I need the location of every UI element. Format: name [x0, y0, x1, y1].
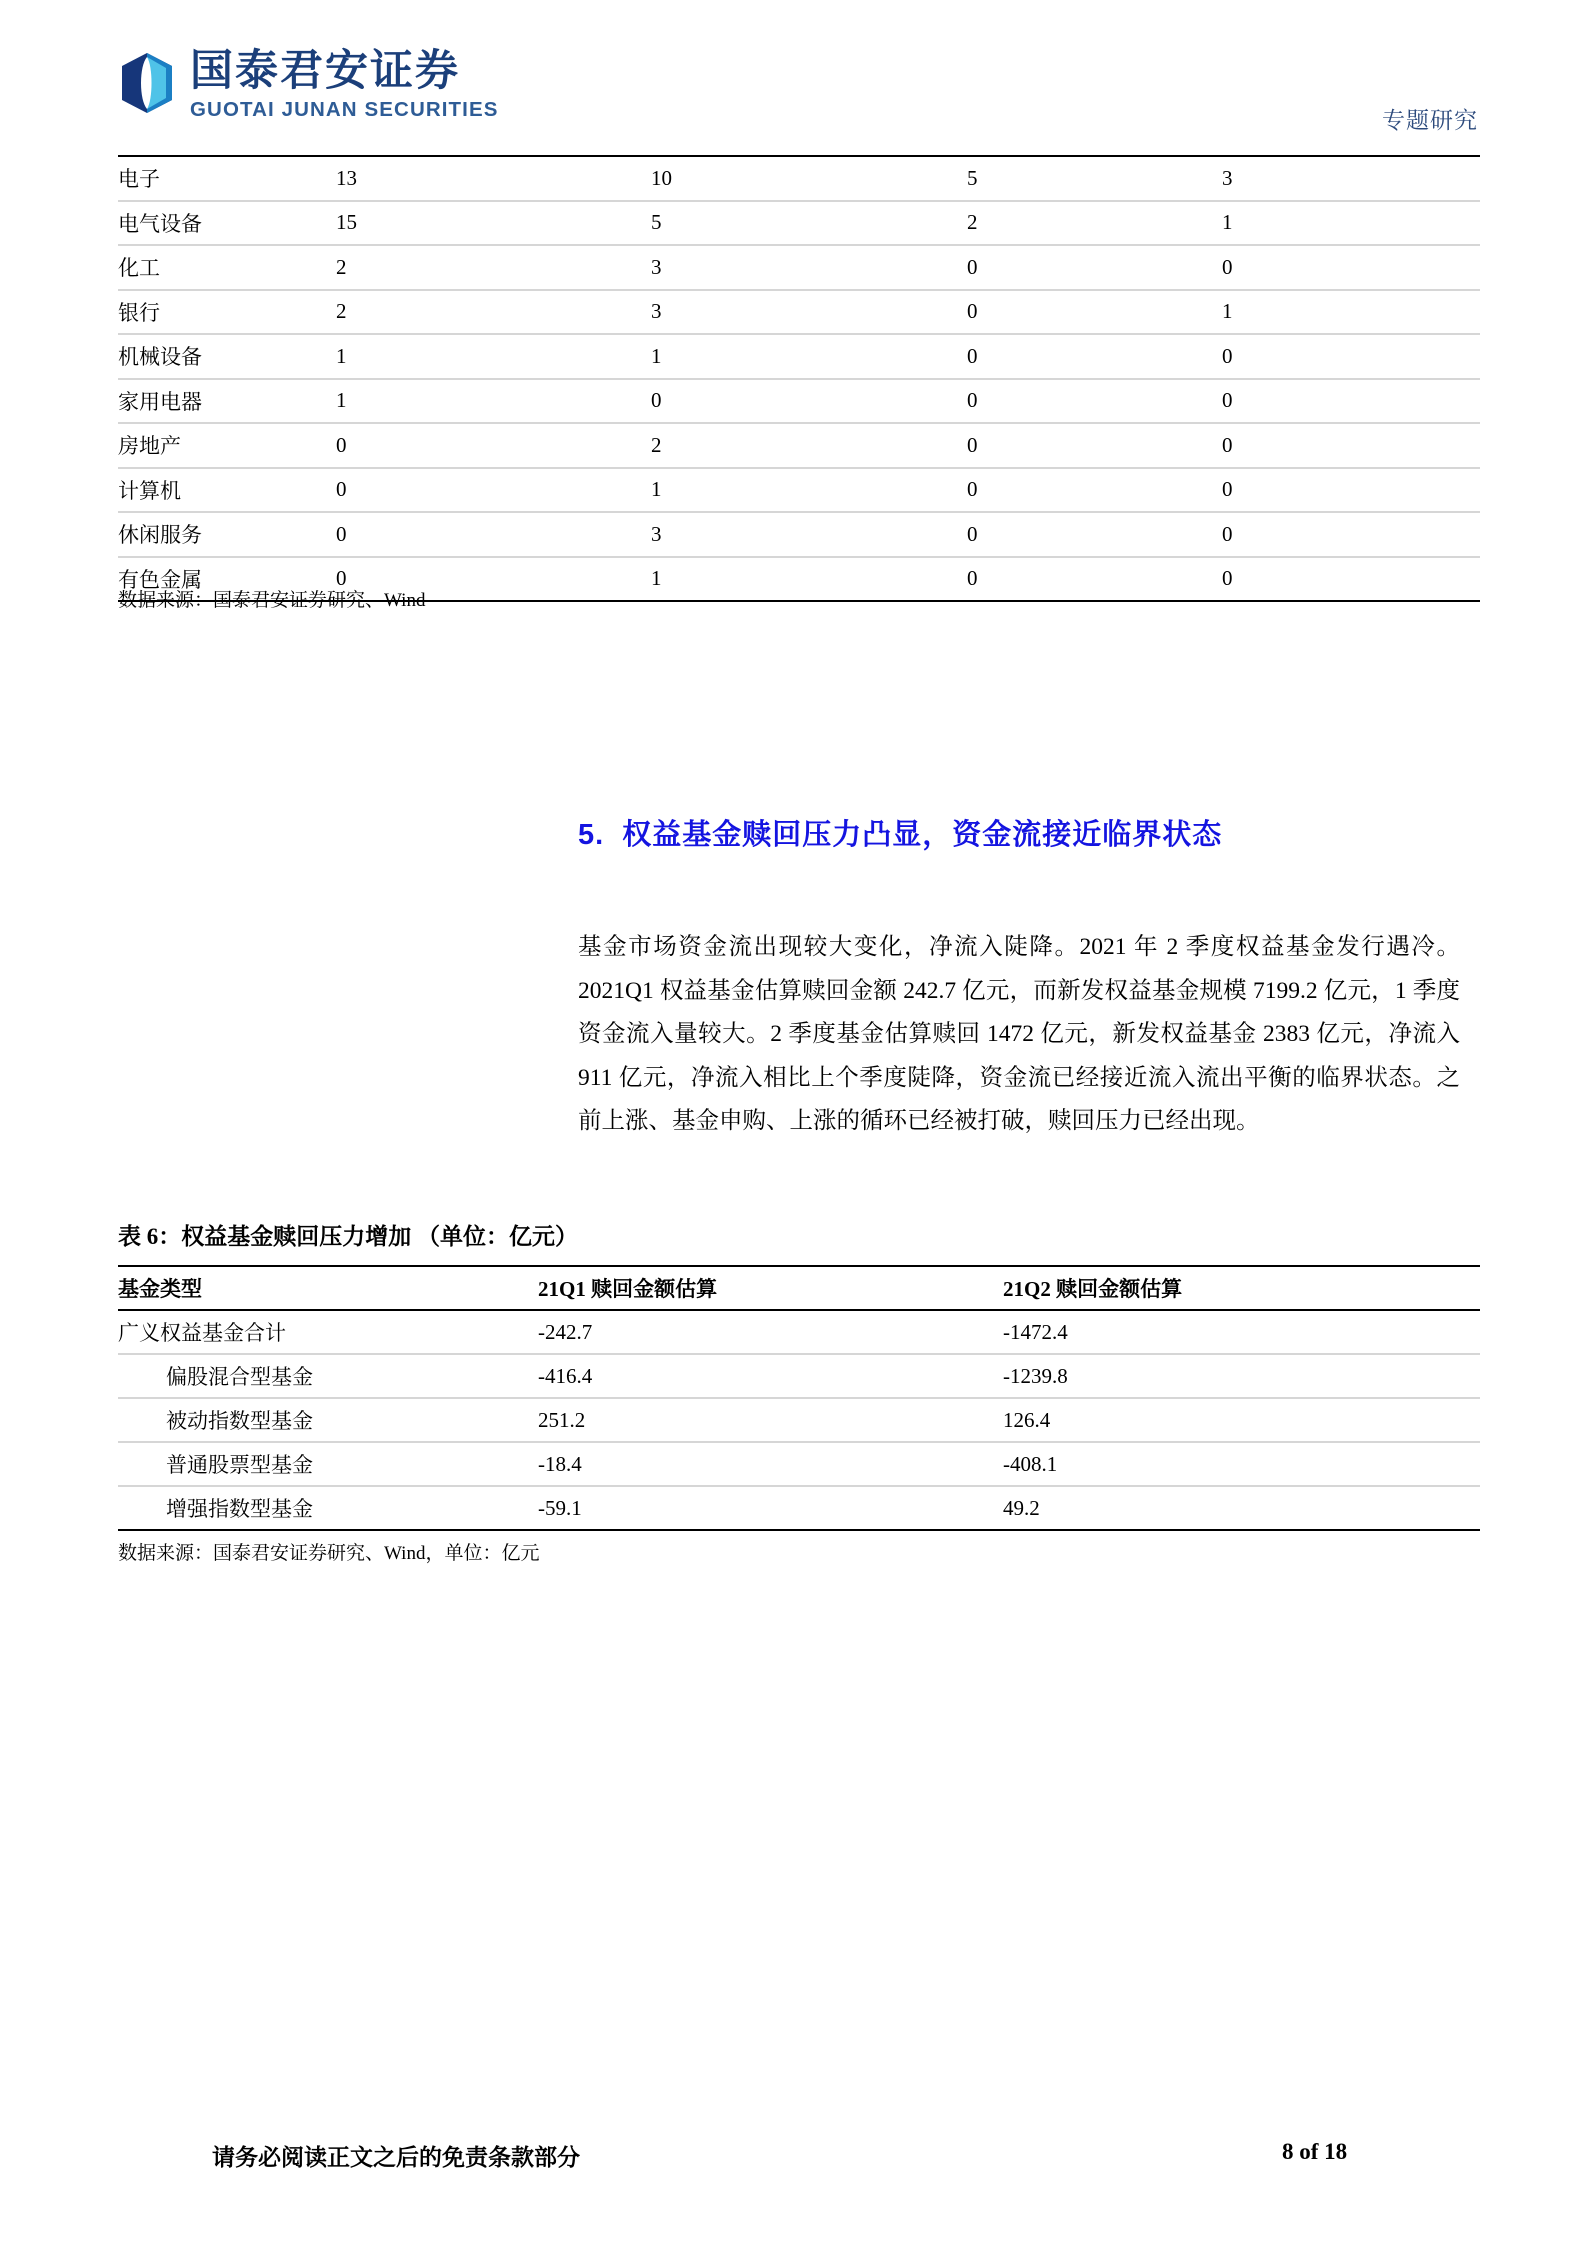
fund-redemption-table-head: [118, 1266, 1480, 1310]
row-label: 电子: [118, 167, 160, 192]
company-logo: [118, 47, 499, 122]
table-row: [118, 334, 1480, 379]
row-value-2: 3: [651, 521, 662, 546]
table-row: [118, 290, 1480, 335]
row-label: 增强指数型基金: [166, 1497, 313, 1521]
page-header: [118, 40, 1478, 133]
column-header-q2: 21Q2 赎回金额估算: [1003, 1277, 1183, 1301]
table-row: [118, 1398, 1480, 1442]
row-value-q1: 251.2: [538, 1407, 586, 1432]
row-value-2: 1: [651, 566, 662, 591]
row-value-1: 2: [336, 299, 347, 324]
row-value-q1: -242.7: [538, 1319, 593, 1344]
table-row: [118, 1310, 1480, 1354]
table-row: [118, 423, 1480, 468]
row-value-1: 13: [336, 165, 357, 190]
row-label: 被动指数型基金: [166, 1409, 313, 1433]
industry-table-source-note: 数据来源：国泰君安证券研究、Wind: [118, 590, 426, 611]
table6-caption: 表 6：权益基金赎回压力增加 （单位：亿元）: [118, 1224, 578, 1249]
table-header-row: [118, 1266, 1480, 1310]
row-value-2: 2: [651, 432, 662, 457]
row-value-3: 0: [967, 254, 978, 279]
row-label: 有色金属: [118, 567, 202, 592]
column-header-q1: 21Q1 赎回金额估算: [538, 1277, 718, 1301]
industry-count-table: [118, 155, 1480, 602]
section-number: 5.: [578, 819, 605, 851]
fund-redemption-table: [118, 1265, 1480, 1531]
row-value-4: 0: [1222, 521, 1233, 546]
table-row: [118, 1442, 1480, 1486]
section-paragraph: 基金市场资金流出现较大变化，净流入陡降。2021 年 2 季度权益基金发行遇冷。2021Q1 权益基金估算赎回金额 242.7 亿元，而新发权益基金规模 7199.2 亿元，1 季度资金流入量较大。2 季度基金估算赎回 1472 亿元，新发权益基金 2383 亿元，净流入 911 亿元，净流入相比上个季度陡降，资金流已经接近流入流出平衡的临界状态。之前上涨、基金申购、上涨的循环已经被打破，赎回压力已经出现。: [578, 934, 1460, 1134]
row-value-4: 0: [1222, 566, 1233, 591]
row-value-3: 0: [967, 477, 978, 502]
row-value-q1: -416.4: [538, 1363, 593, 1388]
row-value-q2: 126.4: [1003, 1407, 1051, 1432]
row-value-3: 0: [967, 343, 978, 368]
row-value-1: 0: [336, 566, 347, 591]
row-value-4: 0: [1222, 254, 1233, 279]
row-value-2: 1: [651, 477, 662, 502]
row-label: 化工: [118, 256, 160, 281]
fund-redemption-table-body: [118, 1310, 1480, 1530]
column-header-fund-type: 基金类型: [118, 1277, 202, 1301]
row-label: 普通股票型基金: [166, 1453, 313, 1477]
row-value-q2: -408.1: [1003, 1451, 1058, 1476]
row-value-q2: -1239.8: [1003, 1363, 1068, 1388]
table6-source-note: 数据来源：国泰君安证券研究、Wind，单位：亿元: [118, 1543, 540, 1564]
row-value-3: 2: [967, 210, 978, 235]
row-label: 偏股混合型基金: [166, 1365, 313, 1389]
industry-count-table-body: [118, 156, 1480, 601]
footer-page-number: 8 of 18: [1282, 2139, 1348, 2164]
table-row: [118, 245, 1480, 290]
row-label: 计算机: [118, 478, 181, 503]
row-value-1: 1: [336, 343, 347, 368]
row-value-2: 5: [651, 210, 662, 235]
row-value-2: 3: [651, 299, 662, 324]
row-label: 房地产: [118, 434, 181, 459]
row-value-3: 0: [967, 432, 978, 457]
row-value-1: 15: [336, 210, 357, 235]
table-row: [118, 512, 1480, 557]
section-heading: [578, 812, 1222, 853]
row-value-1: 0: [336, 432, 347, 457]
table-row: [118, 1354, 1480, 1398]
guotai-junan-logo-icon: [118, 52, 176, 114]
row-value-q1: -59.1: [538, 1495, 582, 1520]
row-value-1: 0: [336, 521, 347, 546]
row-value-4: 0: [1222, 432, 1233, 457]
row-value-2: 1: [651, 343, 662, 368]
row-value-2: 10: [651, 165, 672, 190]
row-label: 广义权益基金合计: [118, 1321, 286, 1345]
table-row: [118, 468, 1480, 513]
row-value-q2: -1472.4: [1003, 1319, 1068, 1344]
row-value-3: 0: [967, 521, 978, 546]
row-value-3: 0: [967, 566, 978, 591]
row-value-3: 0: [967, 388, 978, 413]
row-value-4: 0: [1222, 343, 1233, 368]
table-row: [118, 201, 1480, 246]
row-value-4: 1: [1222, 299, 1233, 324]
logo-chinese-name: 国泰君安证券: [190, 47, 460, 95]
logo-english-name: GUOTAI JUNAN SECURITIES: [190, 98, 499, 121]
row-value-4: 1: [1222, 210, 1233, 235]
row-label: 机械设备: [118, 345, 202, 370]
table-row: [118, 1486, 1480, 1530]
row-value-2: 3: [651, 254, 662, 279]
footer-disclaimer: 请务必阅读正文之后的免责条款部分: [212, 2145, 580, 2170]
row-value-1: 0: [336, 477, 347, 502]
table-row: [118, 156, 1480, 201]
row-label: 电气设备: [118, 211, 202, 236]
header-report-type: 专题研究: [1382, 108, 1478, 133]
row-label: 休闲服务: [118, 523, 202, 548]
row-value-1: 1: [336, 388, 347, 413]
row-value-q2: 49.2: [1003, 1495, 1040, 1520]
row-value-3: 0: [967, 299, 978, 324]
row-value-4: 0: [1222, 477, 1233, 502]
row-value-4: 3: [1222, 165, 1233, 190]
row-value-1: 2: [336, 254, 347, 279]
section-title: 权益基金赎回压力凸显，资金流接近临界状态: [622, 819, 1223, 851]
row-value-q1: -18.4: [538, 1451, 582, 1476]
row-value-4: 0: [1222, 388, 1233, 413]
row-value-3: 5: [967, 165, 978, 190]
row-label: 银行: [118, 300, 160, 325]
row-label: 家用电器: [118, 389, 202, 414]
row-value-2: 0: [651, 388, 662, 413]
table-row: [118, 379, 1480, 424]
